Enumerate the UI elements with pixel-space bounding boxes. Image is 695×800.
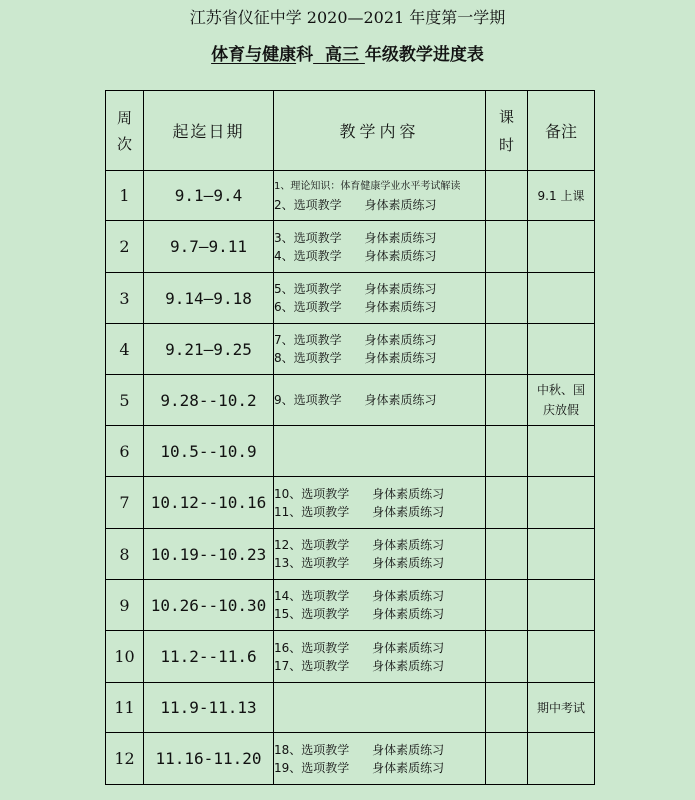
notes xyxy=(528,171,595,221)
table-row xyxy=(106,273,595,324)
class-hours xyxy=(486,171,528,221)
teaching-content xyxy=(274,733,486,785)
subject-suffix: 科 xyxy=(296,45,314,65)
teaching-content xyxy=(274,631,486,683)
notes xyxy=(528,426,595,477)
week-number: 5 xyxy=(106,375,144,426)
teaching-content xyxy=(274,683,486,733)
table-row xyxy=(106,733,595,785)
date-range: 9.28--10.2 xyxy=(144,375,274,426)
week-number: 2 xyxy=(106,221,144,273)
table-row xyxy=(106,683,595,733)
week-number: 1 xyxy=(106,171,144,221)
content-line: 5、选项教学 身体素质练习 xyxy=(274,282,437,296)
date-range: 10.5--10.9 xyxy=(144,426,274,477)
date-range: 11.2--11.6 xyxy=(144,631,274,683)
notes xyxy=(528,683,595,733)
header-dates: 起迄日期 xyxy=(144,91,274,171)
date-range: 10.26--10.30 xyxy=(144,580,274,631)
document-subtitle xyxy=(0,44,695,66)
grade-suffix: 年级教学进度表 xyxy=(364,45,484,65)
table-row xyxy=(106,375,595,426)
notes xyxy=(528,580,595,631)
document-title: 江苏省仪征中学 2020—2021 年度第一学期 xyxy=(189,8,506,27)
notes xyxy=(528,477,595,529)
week-number: 3 xyxy=(106,273,144,324)
teaching-content xyxy=(274,375,486,426)
note-line: 9.1 上课 xyxy=(537,188,585,203)
class-hours xyxy=(486,324,528,375)
content-line: 19、选项教学 身体素质练习 xyxy=(274,760,445,775)
table-row xyxy=(106,171,595,221)
class-hours xyxy=(486,221,528,273)
week-number: 8 xyxy=(106,529,144,580)
teaching-content xyxy=(274,273,486,324)
class-hours xyxy=(486,631,528,683)
content-line: 8、选项教学 身体素质练习 xyxy=(274,351,437,365)
week-number: 10 xyxy=(106,631,144,683)
content-line: 15、选项教学 身体素质练习 xyxy=(274,607,445,621)
content-line: 7、选项教学 身体素质练习 xyxy=(274,333,437,347)
content-line: 12、选项教学 身体素质练习 xyxy=(274,538,445,552)
content-line: 10、选项教学 身体素质练习 xyxy=(274,486,445,501)
grade-name: 高三 xyxy=(324,45,359,65)
table-row xyxy=(106,324,595,375)
week-number: 6 xyxy=(106,426,144,477)
table-row xyxy=(106,426,595,477)
table-row xyxy=(106,529,595,580)
notes xyxy=(528,221,595,273)
note-line: 期中考试 xyxy=(536,700,585,715)
schedule-table xyxy=(105,90,595,785)
date-range: 9.7—9.11 xyxy=(144,221,274,273)
content-line: 4、选项教学 身体素质练习 xyxy=(274,248,437,263)
content-line: 14、选项教学 身体素质练习 xyxy=(274,589,445,603)
date-range: 11.16-11.20 xyxy=(144,733,274,785)
teaching-content xyxy=(274,171,486,221)
notes xyxy=(528,631,595,683)
table-row xyxy=(106,580,595,631)
notes xyxy=(528,529,595,580)
content-line: 2、选项教学 身体素质练习 xyxy=(274,197,437,212)
header-hours: 课 时 xyxy=(486,91,528,171)
week-number: 7 xyxy=(106,477,144,529)
date-range: 10.19--10.23 xyxy=(144,529,274,580)
week-number: 12 xyxy=(106,733,144,785)
date-range: 9.21—9.25 xyxy=(144,324,274,375)
content-line: 16、选项教学 身体素质练习 xyxy=(274,640,445,655)
content-line: 3、选项教学 身体素质练习 xyxy=(274,230,437,245)
content-line: 1、理论知识：体育健康学业水平考试解读 xyxy=(274,180,461,192)
header-week: 周 次 xyxy=(106,91,144,171)
content-line: 18、选项教学 身体素质练习 xyxy=(274,742,445,757)
table-header-row xyxy=(106,91,595,171)
class-hours xyxy=(486,477,528,529)
notes xyxy=(528,324,595,375)
content-line: 13、选项教学 身体素质练习 xyxy=(274,556,445,570)
content-line: 9、选项教学 身体素质练习 xyxy=(274,393,437,407)
date-range: 10.12--10.16 xyxy=(144,477,274,529)
week-number: 4 xyxy=(106,324,144,375)
content-line: 11、选项教学 身体素质练习 xyxy=(274,504,445,519)
week-number: 11 xyxy=(106,683,144,733)
note-line: 中秋、国 xyxy=(536,383,585,397)
table-row xyxy=(106,631,595,683)
class-hours xyxy=(486,529,528,580)
teaching-content xyxy=(274,477,486,529)
class-hours xyxy=(486,580,528,631)
teaching-content xyxy=(274,221,486,273)
note-line: 庆放假 xyxy=(542,403,579,417)
teaching-content xyxy=(274,324,486,375)
class-hours xyxy=(486,426,528,477)
notes xyxy=(528,375,595,426)
class-hours xyxy=(486,273,528,324)
teaching-content xyxy=(274,426,486,477)
teaching-content xyxy=(274,580,486,631)
week-number: 9 xyxy=(106,580,144,631)
teaching-content xyxy=(274,529,486,580)
class-hours xyxy=(486,683,528,733)
notes xyxy=(528,273,595,324)
subject-name: 体育与健康 xyxy=(211,45,297,65)
header-content: 教学内容 xyxy=(274,91,486,171)
content-line: 17、选项教学 身体素质练习 xyxy=(274,658,445,673)
header-notes: 备注 xyxy=(528,91,595,171)
content-line: 6、选项教学 身体素质练习 xyxy=(274,300,437,314)
table-body xyxy=(106,171,595,785)
class-hours xyxy=(486,375,528,426)
notes xyxy=(528,733,595,785)
table-row xyxy=(106,221,595,273)
date-range: 11.9-11.13 xyxy=(144,683,274,733)
date-range: 9.14—9.18 xyxy=(144,273,274,324)
class-hours xyxy=(486,733,528,785)
table-row xyxy=(106,477,595,529)
date-range: 9.1—9.4 xyxy=(144,171,274,221)
